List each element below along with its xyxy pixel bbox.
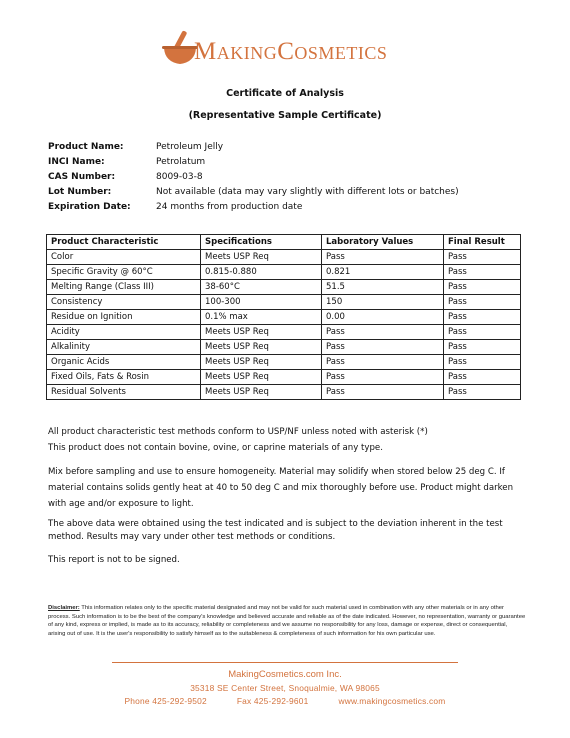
table-cell: 100-300	[201, 295, 322, 310]
table-cell: Pass	[444, 250, 521, 265]
note-signature: This report is not to be signed.	[48, 555, 180, 565]
table-cell: Pass	[322, 370, 444, 385]
table-cell: Meets USP Req	[201, 385, 322, 400]
table-row	[47, 310, 521, 325]
table-cell: Pass	[444, 325, 521, 340]
info-row-product-name: Product Name: Petroleum Jelly	[48, 142, 224, 152]
brand-wordmark	[194, 38, 387, 66]
footer-contact	[0, 696, 570, 706]
table-cell: 0.1% max	[201, 310, 322, 325]
table-cell: Pass	[322, 355, 444, 370]
note-handling: Mix before sampling and use to ensure homogeneity. Material may solidify when stored below 25 deg C. If material contains solids gently heat at 40 to 50 deg C and mix thoroughly before use. Product might darken with age and/or exposure to light.	[48, 467, 514, 509]
table-cell: Color	[47, 250, 201, 265]
brand-cap-m: M	[194, 38, 217, 65]
info-row-cas-number: CAS Number: 8009-03-8	[48, 172, 203, 182]
table-cell: 0.00	[322, 310, 444, 325]
table-cell: Organic Acids	[47, 355, 201, 370]
brand-rest-aking: AKING	[216, 43, 278, 63]
note-data-deviation: The above data were obtained using the test indicated and is subject to the deviation inherent in the test method. Results may vary under other test methods or conditions.	[48, 519, 503, 542]
footer-website-link[interactable]: www.makingcosmetics.com	[338, 696, 446, 706]
table-cell: Pass	[444, 355, 521, 370]
table-cell: Consistency	[47, 295, 201, 310]
footer-address: 35318 SE Center Street, Snoqualmie, WA 98065	[190, 683, 380, 693]
footer-divider	[112, 662, 458, 663]
table-row	[47, 355, 521, 370]
table-cell: Pass	[444, 340, 521, 355]
table-cell: Specific Gravity @ 60°C	[47, 265, 201, 280]
footer-phone: Phone 425-292-9502	[124, 696, 207, 706]
table-cell: Meets USP Req	[201, 340, 322, 355]
table-cell: Pass	[322, 385, 444, 400]
table-cell: Fixed Oils, Fats & Rosin	[47, 370, 201, 385]
table-cell: 51.5	[322, 280, 444, 295]
info-row-lot-number: Lot Number: Not available (data may vary slightly with different lots or batches)	[48, 187, 459, 197]
col-header: Final Result	[444, 235, 521, 250]
table-cell: Melting Range (Class III)	[47, 280, 201, 295]
footer-company: MakingCosmetics.com Inc.	[228, 669, 342, 680]
table-header-row	[47, 235, 521, 250]
product-info	[48, 140, 459, 215]
table-cell: Pass	[444, 280, 521, 295]
document-title: Certificate of Analysis	[226, 88, 344, 99]
specification-table	[46, 234, 521, 400]
col-header: Laboratory Values	[322, 235, 444, 250]
table-cell: Alkalinity	[47, 340, 201, 355]
table-cell: Residual Solvents	[47, 385, 201, 400]
col-header: Specifications	[201, 235, 322, 250]
table-row	[47, 280, 521, 295]
table-cell: Acidity	[47, 325, 201, 340]
info-row-expiration-date: Expiration Date: 24 months from production date	[48, 202, 303, 212]
footer-fax: Fax 425-292-9601	[236, 696, 309, 706]
table-cell: 38-60°C	[201, 280, 322, 295]
disclaimer-label: Disclaimer:	[48, 605, 80, 611]
table-row	[47, 265, 521, 280]
table-row	[47, 385, 521, 400]
table-cell: Residue on Ignition	[47, 310, 201, 325]
col-header: Product Characteristic	[47, 235, 201, 250]
table-cell: Meets USP Req	[201, 355, 322, 370]
disclaimer-text: This information relates only to the specific material designated and may not be valid for such material used in combination with any other materials or in any other process. Such information is to be the best of the company's knowledge and believed accurate and reliable as of the date indicated. However, no representation, warranty or guarantee of any kind, express or implied, is made as to its accuracy, reliability or completeness and we assume no responsibility for any loss, damage or expense, direct or consequential, arising out of use. It is the user's responsibility to satisfy himself as to the suitableness & completeness of such information for his own particular use.	[48, 605, 526, 637]
table-cell: Meets USP Req	[201, 250, 322, 265]
table-cell: Pass	[444, 310, 521, 325]
document-subtitle: (Representative Sample Certificate)	[188, 110, 382, 121]
table-cell: Pass	[444, 370, 521, 385]
table-cell: Pass	[322, 340, 444, 355]
note-test-methods: All product characteristic test methods conform to USP/NF unless noted with asterisk (*)	[48, 427, 428, 437]
table-cell: Meets USP Req	[201, 325, 322, 340]
disclaimer	[48, 604, 526, 638]
info-row-inci-name: INCI Name: Petrolatum	[48, 157, 206, 167]
table-row	[47, 325, 521, 340]
table-row	[47, 295, 521, 310]
table-row	[47, 250, 521, 265]
brand-cap-c: C	[277, 38, 295, 65]
table-cell: 0.815-0.880	[201, 265, 322, 280]
table-cell: Meets USP Req	[201, 370, 322, 385]
table-cell: 0.821	[322, 265, 444, 280]
table-row	[47, 370, 521, 385]
table-cell: Pass	[444, 295, 521, 310]
table-cell: Pass	[444, 265, 521, 280]
table-cell: Pass	[322, 250, 444, 265]
table-cell: 150	[322, 295, 444, 310]
brand-rest-osmetics: OSMETICS	[294, 43, 388, 63]
table-cell: Pass	[444, 385, 521, 400]
table-cell: Pass	[322, 325, 444, 340]
note-animal-materials: This product does not contain bovine, ovine, or caprine materials of any type.	[48, 443, 383, 453]
brand-logo	[160, 28, 410, 74]
table-row	[47, 340, 521, 355]
